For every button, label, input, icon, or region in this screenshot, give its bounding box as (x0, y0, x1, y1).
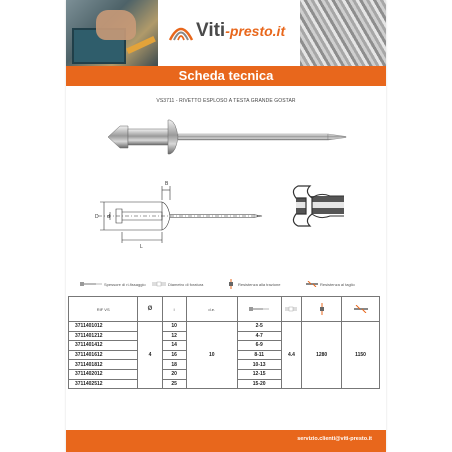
banner-title: Scheda tecnica (178, 68, 274, 83)
brand-logo[interactable] (168, 18, 298, 48)
cell-range: 12-15 (237, 369, 281, 379)
cell-tension: 1280 (302, 322, 342, 389)
cell-ref: 3711401212 (69, 331, 138, 341)
legend-label: Spessore di ri-fissaggio (104, 281, 146, 287)
col-diameter: Ø (138, 297, 162, 322)
logo-area (158, 0, 300, 66)
cell-length: 14 (162, 341, 186, 351)
cell-ref: 3711402512 (69, 379, 138, 389)
cell-drill: 4.4 (281, 322, 302, 389)
cell-shear: 1150 (342, 322, 380, 389)
rivet-icon (80, 281, 102, 287)
cell-ref: 3711401612 (69, 350, 138, 360)
legend-label: Resistenza alla trazione (238, 281, 281, 287)
col-range (237, 297, 281, 322)
spec-table (68, 296, 380, 389)
rivet-technical-drawing (78, 176, 278, 256)
installed-rivet-section (290, 176, 360, 236)
footer-bar (66, 430, 386, 452)
title-banner (66, 66, 386, 86)
legend-label: Resistenza al taglio (320, 281, 355, 287)
shear-icon (306, 281, 318, 287)
hero-photo-screws (300, 0, 386, 66)
label-d: d (107, 214, 110, 220)
cell-range: 15-20 (237, 379, 281, 389)
cell-range: 4-7 (237, 331, 281, 341)
label-D: D (95, 214, 99, 220)
col-length: l (162, 297, 186, 322)
cell-range: 6-9 (237, 341, 281, 351)
rivet-icon (249, 306, 269, 312)
legend (80, 279, 380, 289)
cell-ref: 3711401412 (69, 341, 138, 351)
cell-diameter: 4 (138, 322, 162, 389)
hero-photo-tools (66, 0, 158, 66)
shear-icon (354, 305, 368, 313)
label-l: L (140, 244, 143, 250)
drill-diameter-icon (152, 281, 166, 287)
table-header-row (69, 297, 380, 322)
cell-length: 18 (162, 360, 186, 370)
col-head (186, 297, 237, 322)
legend-item (152, 279, 203, 289)
logo-arc-icon (168, 20, 194, 42)
cell-length: 16 (162, 350, 186, 360)
legend-item (226, 279, 280, 289)
cell-ref: 3711401812 (69, 360, 138, 370)
footer-email-link[interactable]: servizio.clienti@viti-presto.it (297, 436, 372, 442)
cell-range: 2-5 (237, 322, 281, 332)
col-tension (302, 297, 342, 322)
product-title: VS3711 - RIVETTO ESPLOSO A TESTA GRANDE GOSTAR (156, 98, 296, 104)
cell-ref: 3711402012 (69, 369, 138, 379)
cell-head: 10 (186, 322, 237, 389)
tension-icon (317, 303, 327, 315)
cell-length: 20 (162, 369, 186, 379)
legend-item (80, 279, 146, 289)
legend-label: Diametro di foratura (168, 281, 204, 287)
cell-range: 8-11 (237, 350, 281, 360)
cell-ref: 3711401012 (69, 322, 138, 332)
col-ref: RIF VS (69, 297, 138, 322)
cell-range: 10-13 (237, 360, 281, 370)
drill-diameter-icon (285, 306, 297, 312)
col-drill (281, 297, 302, 322)
col-head-sub: d.e. (208, 306, 216, 312)
label-b: B (165, 181, 169, 187)
cell-length: 25 (162, 379, 186, 389)
legend-item (306, 279, 355, 289)
technical-sheet (66, 0, 386, 452)
table-row (69, 322, 380, 332)
header-hero (66, 0, 386, 66)
col-shear (342, 297, 380, 322)
tension-icon (226, 279, 236, 289)
brand-name: Viti-presto.it (196, 20, 286, 41)
cell-length: 10 (162, 322, 186, 332)
rivet-photo (106, 110, 356, 165)
cell-length: 12 (162, 331, 186, 341)
